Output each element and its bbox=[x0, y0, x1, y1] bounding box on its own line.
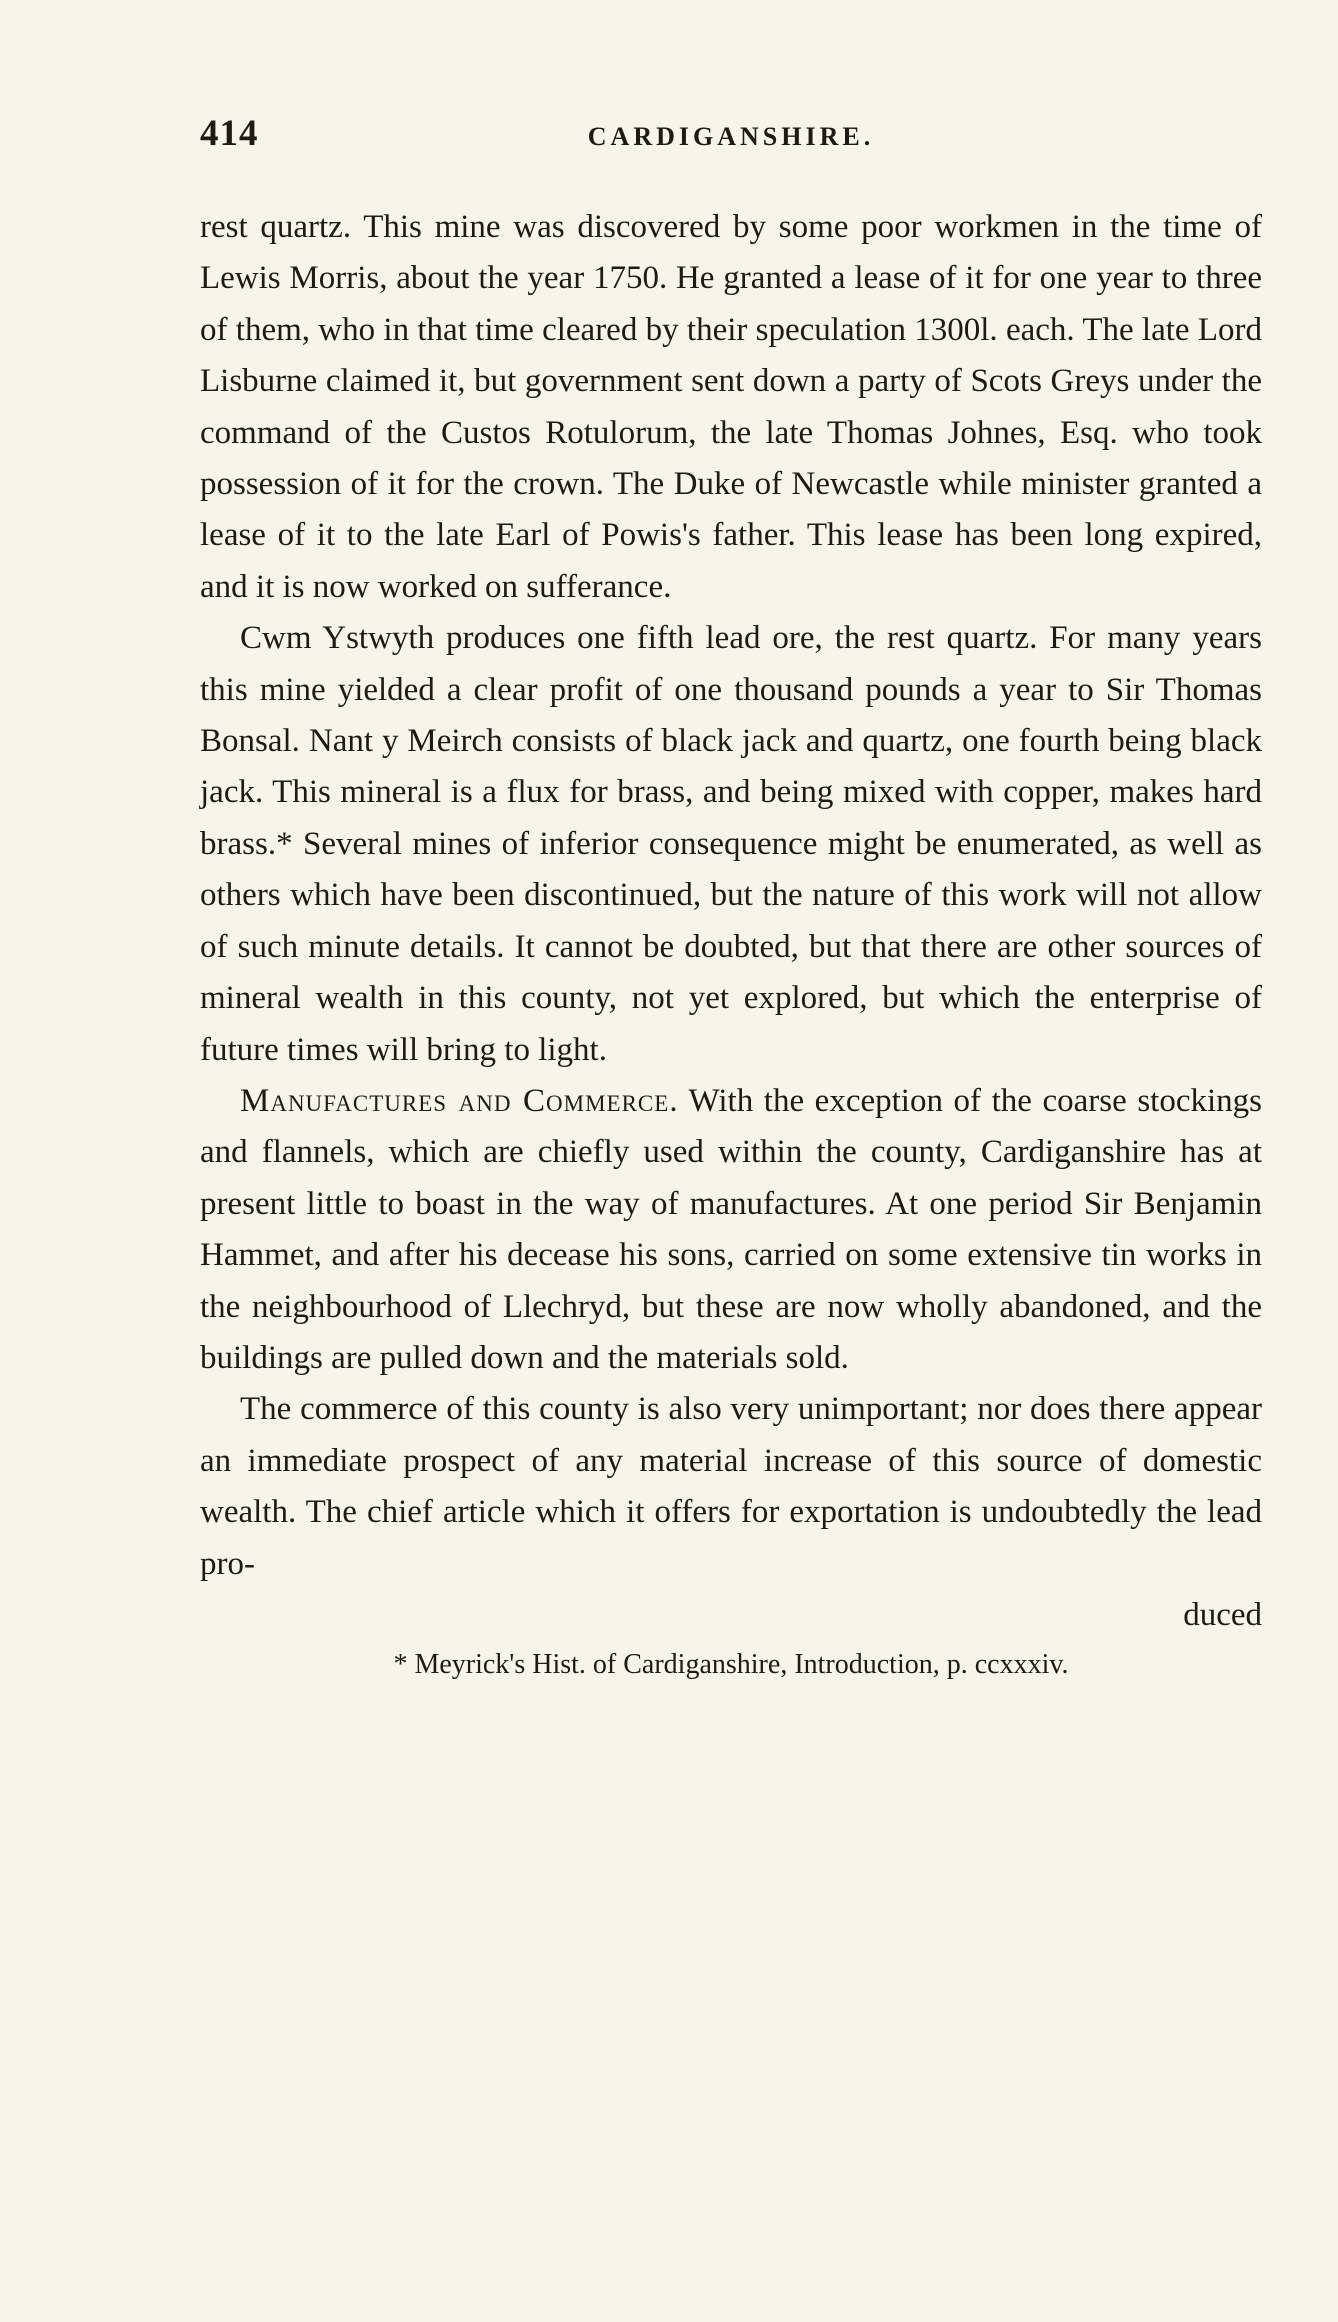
book-page bbox=[200, 112, 1262, 1683]
running-head bbox=[200, 112, 1262, 156]
footnote: * Meyrick's Hist. of Cardiganshire, Introduction, p. ccxxxiv. bbox=[393, 1649, 1069, 1681]
page-number: 414 bbox=[200, 113, 259, 154]
paragraph: rest quartz. This mine was discovered by some poor workmen in the time of Lewis Morris, about the year 1750. He granted a lease of it for one year to three of them, who in that time cleared by their speculation 1300l. each. The late Lord Lisburne claimed it, but government sent down a party of Scots Greys under the command of the Custos Rotulorum, the late Thomas Johnes, Esq. who took possession of it for the crown. The Duke of Newcastle while minister granted a lease of it to the late Earl of Powis's father. This lease has been long expired, and it is now worked on sufferance. bbox=[200, 209, 1262, 605]
paragraph: Cwm Ystwyth produces one fifth lead ore, the rest quartz. For many years this mine yielded a clear profit of one thousand pounds a year to Sir Thomas Bonsal. Nant y Meirch consists of black jack and quartz, one fourth being black jack. This mineral is a flux for brass, and being mixed with copper, makes hard brass.* Several mines of inferior consequence might be enumerated, as well as others which have been discontinued, but the nature of this work will not allow of such minute details. It cannot be doubted, but that there are other sources of mineral wealth in this county, not yet explored, but which the enterprise of future times will bring to light. bbox=[200, 620, 1262, 1068]
paragraph-text: With the exception of the coarse stockings and flannels, which are chiefly used within the county, Cardiganshire has at present little to boast in the way of manufactures. At one period Sir Benjamin Hammet, and after his decease his sons, carried on some extensive tin works in the neighbourhood of Llechryd, but these are now wholly abandoned, and the buildings are pulled down and the materials sold. bbox=[200, 1082, 1262, 1376]
paragraph: The commerce of this county is also very unimportant; nor does there appear an immediate prospect of any material increase of this source of domestic wealth. The chief article which it offers for exportation is undoubtedly the lead pro- bbox=[200, 1391, 1262, 1582]
running-title: CARDIGANSHIRE. bbox=[587, 122, 875, 151]
body-text bbox=[200, 202, 1262, 1590]
catchword: duced bbox=[1183, 1596, 1262, 1633]
paragraph bbox=[200, 1076, 1262, 1384]
section-heading: Manufactures and Commerce. bbox=[240, 1082, 679, 1119]
